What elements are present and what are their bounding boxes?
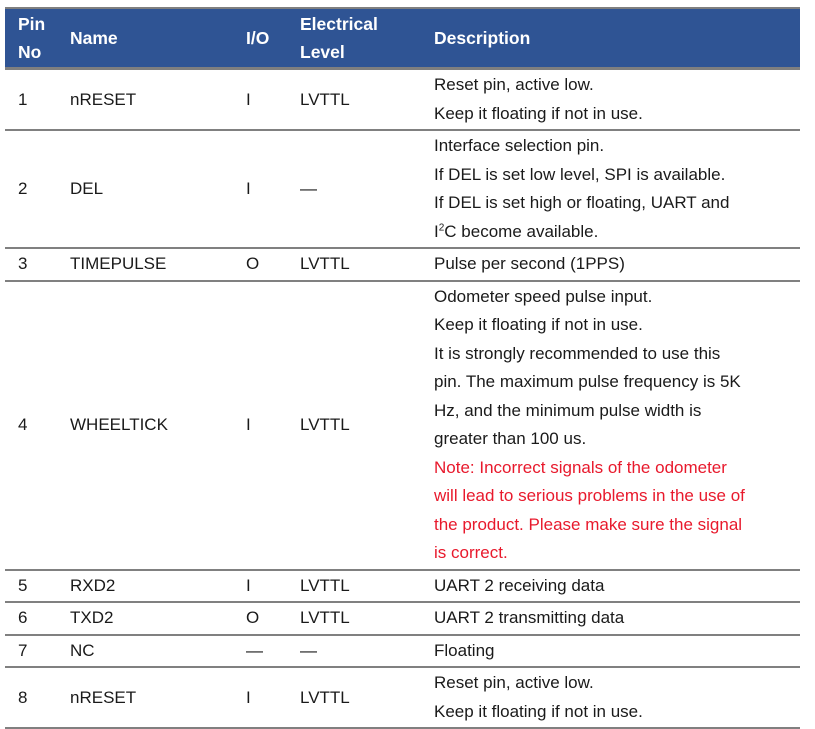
description-line: Odometer speed pulse input. [434,286,653,306]
table-row [5,70,800,131]
description-line: Keep it floating if not in use. [434,315,643,334]
pin-io-text: I [246,687,251,707]
header-io-label: I/O [246,28,270,48]
pin-io-text: I [246,179,251,198]
pin-electrical-level-text: LVTTL [300,415,350,434]
pin-electrical-level [287,636,420,667]
pin-electrical-level-text: — [300,179,317,198]
description-line: Interface selection pin. [434,136,605,155]
pin-number [5,70,57,129]
pin-description [420,282,800,569]
table-header [5,7,800,70]
pin-electrical-level [287,571,420,602]
pin-name [57,668,233,727]
pin-electrical-level [287,282,420,569]
pin-electrical-level-text: LVTTL [300,575,350,595]
pin-name [57,282,233,569]
pin-description [420,571,800,602]
pin-io [233,70,287,129]
pin-number [5,603,57,634]
pin-io [233,668,287,727]
header-electrical-level [287,9,420,67]
header-pin-no [5,9,57,67]
header-description-label: Description [434,28,531,48]
pin-definition-table [5,7,800,729]
pin-name-text: DEL [70,179,104,198]
pin-name [57,70,233,129]
pin-number [5,636,57,667]
pin-name [57,636,233,667]
table-row [5,603,800,636]
pin-io [233,571,287,602]
pin-name-text: TIMEPULSE [70,254,167,274]
pin-description [420,249,800,280]
pin-number-text: 3 [18,254,28,274]
pin-io-text: — [246,640,263,660]
pin-name [57,603,233,634]
pin-electrical-level [287,668,420,727]
pin-electrical-level-text: LVTTL [300,687,350,707]
description-line: greater than 100 us. [434,429,587,448]
table-row [5,282,800,571]
pin-name [57,131,233,247]
pin-name-text: RXD2 [70,575,116,595]
pin-number [5,282,57,569]
pin-name-text: TXD2 [70,608,114,628]
pin-description [420,603,800,634]
warning-note-line: is correct. [434,543,508,562]
pin-electrical-level [287,131,420,247]
pin-name-text: NC [70,640,95,660]
pin-name-text: WHEELTICK [70,415,168,434]
description-line: Reset pin, active low. [434,673,594,692]
table-body [5,70,800,729]
description-line: Floating [434,640,495,660]
pin-electrical-level [287,249,420,280]
table-row [5,249,800,282]
header-description [420,9,800,67]
header-level-line2: Level [300,42,345,62]
pin-description [420,131,800,247]
table-row [5,571,800,604]
pin-description [420,70,800,129]
pin-io-text: I [246,415,251,434]
pin-io-text: I [246,89,251,109]
pin-io [233,636,287,667]
pin-number-text: 4 [18,415,28,434]
superscript: 2 [438,221,445,233]
description-line: Keep it floating if not in use. [434,103,643,123]
description-line: Pulse per second (1PPS) [434,254,625,273]
table-row [5,668,800,729]
pin-number [5,668,57,727]
pin-electrical-level-text: — [300,640,317,660]
description-line: $I^2C$ become available. [434,221,599,241]
pin-description [420,668,800,727]
warning-note-line: the product. Please make sure the signal [434,514,743,534]
header-name [57,9,233,67]
header-pin-no-line1: Pin [18,14,46,34]
header-io [233,9,287,67]
description-line: UART 2 receiving data [434,575,605,595]
pin-name-text: nRESET [70,687,137,707]
warning-note-line: will lead to serious problems in the use of [434,486,745,505]
pin-io [233,603,287,634]
pin-number [5,131,57,247]
pin-name-text: nRESET [70,89,137,109]
pin-io-text: O [246,608,260,628]
pin-number-text: 6 [18,608,28,628]
description-line: Reset pin, active low. [434,75,594,94]
description-line: It is strongly recommended to use this [434,343,721,363]
pin-number-text: 8 [18,687,28,707]
pin-number-text: 5 [18,575,28,595]
pin-io [233,131,287,247]
description-line: Hz, and the minimum pulse width is [434,400,702,420]
pin-electrical-level [287,603,420,634]
pin-electrical-level [287,70,420,129]
pin-name [57,571,233,602]
description-line: UART 2 transmitting data [434,608,625,627]
header-name-label: Name [70,28,118,48]
pin-number-text: 7 [18,640,28,660]
pin-electrical-level-text: LVTTL [300,89,350,109]
pin-electrical-level-text: LVTTL [300,254,350,274]
table-row [5,131,800,249]
pin-name [57,249,233,280]
pin-number-text: 1 [18,89,28,109]
table-row [5,636,800,669]
header-pin-no-line2: No [18,42,42,62]
description-line: pin. The maximum pulse frequency is 5K [434,372,741,391]
warning-note-line: Note: Incorrect signals of the odometer [434,457,727,477]
pin-number [5,571,57,602]
pin-io [233,282,287,569]
pin-electrical-level-text: LVTTL [300,608,350,628]
pin-description [420,636,800,667]
pin-io [233,249,287,280]
pin-number [5,249,57,280]
description-line: Keep it floating if not in use. [434,701,643,721]
description-line: If DEL is set high or floating, UART and [434,193,730,212]
header-level-line1: Electrical [300,14,378,34]
pin-number-text: 2 [18,179,28,198]
description-line: If DEL is set low level, SPI is available. [434,164,726,184]
pin-io-text: O [246,254,260,274]
pin-io-text: I [246,575,251,595]
